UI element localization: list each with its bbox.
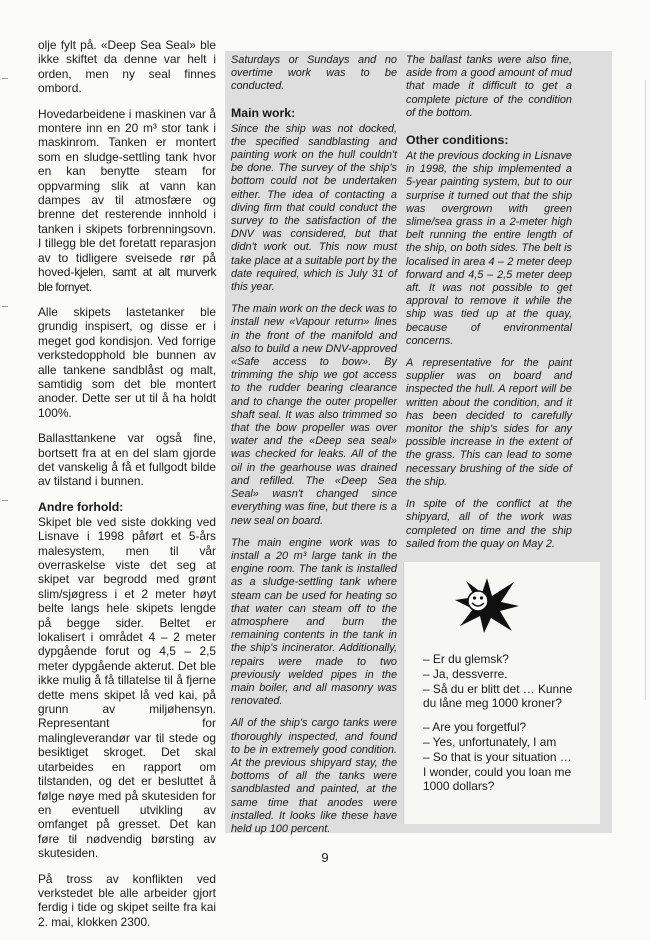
paragraph: All of the ship's cargo tanks were thoroughly inspected, and found to be in extremely good condition. At the previous shipyard stay, the bottoms of all the tanks were sandblasted and painted, at the same time that anodes were installed. It looks like these have held up 100 percent.	[231, 717, 397, 835]
section-heading: Other conditions:	[406, 133, 509, 148]
joke-line-no: – Er du glemsk?	[423, 652, 509, 666]
english-column-left	[231, 54, 397, 845]
paragraph-text-condensed: kjelen, samt at alt murverk ble fornyet.	[38, 265, 216, 294]
paragraph: Since the ship was not docked, the specified sandblasting and painting work on the hull couldn't be done. The survey of the ship's bottom could not be undertaken either. The idea of contacting a diving firm that could conduct the survey to the satisfaction of the DNV was considered, but that didn't work out. This now must take place at a suitable port by the date required, which is July 31 of this year.	[231, 122, 397, 294]
margin-mark	[2, 306, 8, 307]
joke-line-en: I wonder, could you loan me	[423, 764, 572, 779]
section-heading: Andre forhold:	[38, 499, 124, 514]
page-edge-rule	[645, 80, 646, 700]
page-number: 9	[321, 850, 329, 865]
paragraph: Saturdays or Sundays and no overtime work was to be conducted.	[231, 54, 397, 93]
norwegian-column	[38, 38, 216, 940]
margin-mark	[2, 500, 8, 501]
section-heading: Main work:	[231, 105, 296, 120]
joke-line-no: du låne meg 1000 kroner?	[423, 696, 562, 711]
paragraph: In spite of the conflict at the shipyard, all of the work was completed on time and the ship sailed from the quay on May 2.	[406, 498, 572, 550]
paragraph: At the previous docking in Lisnave in 1998, the ship implemented a 5-year painting system, but to our surprise it turned out that the ship was overgrown with green slime/sea grass in a 2-meter high belt running the entire length of the ship, on both sides. The belt is localised in area 4 – 2 meter deep forward and 4,5 – 2,5 meter deep aft. It was not possible to get approval to remove it while the ship was tied up at the quay, because of environmental concerns.	[406, 150, 572, 347]
paragraph: A representative for the paint supplier was on board and inspected the hull. A report will be written about the condition, and it has been decided to carefully monitor the ship's sides for any possible increase in the extent of the grass. This can lead to some necessary brushing of the side of the ship.	[406, 357, 572, 488]
joke-line-no: – Så du er blitt det … Kunne	[423, 681, 573, 696]
paragraph: The main work on the deck was to install new «Vapour return» lines in the front of the manifold and also to build a new DNV-approved «Safe access to bow». By trimming the ship we got access to the rudder bearing clearance and to change the outer propeller shaft seal. It was also trimmed so that the bow propeller was over water and the «Deep sea seal» was checked for leaks. All of the oil in the gearhouse was drained and refilled. The «Deep Sea Seal» wasn't changed since everything was fine, but there is a new seal on board.	[231, 303, 397, 527]
smiley-star-icon	[454, 576, 520, 634]
paragraph	[38, 107, 216, 294]
paragraph: olje fylt på. «Deep Sea Seal» ble ikke skiftet da denne var helt i orden, men ny seal finnes ombord.	[38, 38, 216, 96]
joke-box	[403, 562, 600, 824]
paragraph: Skipet ble ved siste dokking ved Lisnave i 1998 påført et 5-års malesystem, men til vår overraskelse viste det seg at skipet var begrodd med grønt slim/sjøgress i et 2 meter høyt belte langs hele skipets lengde på begge sider. Beltet er lokalisert i området 4 – 2 meter dypgående forut og 4,5 – 2,5 meter dypgående akterut. Det ble ikke mulig å få tillatelse til å fjerne dette mens skipet lå ved kai, på grunn av miljøhensyn. Representant for malingleverandør var til stede og besiktiget skroget. Det skal utarbeides en rapport om tilstanden, og det er besluttet å følge nøye med på skutesiden for en eventuell utvikling av omfanget på gresset. Det kan føre til nødvendig børsting av skutesiden.	[38, 514, 216, 861]
paragraph: På tross av konflikten ved verkstedet ble alle arbeider gjort ferdig i tide og skipet seilte fra kai 2. mai, klokken 2300.	[38, 871, 216, 929]
paragraph: The ballast tanks were also fine, aside from a good amount of mud that made it difficult to get a complete picture of the condition of the bottom.	[406, 54, 572, 119]
margin-mark	[2, 78, 8, 79]
paragraph-text: Hovedarbeidene i maskinen var å montere inn en 20 m³ stor tank i maskinrom. Tanken er montert som en sludge-settling tank hvor en kan benytte steam for oppvarming slik at vann kan dampes av til atmosfære og brenne det resterende innhold i tanken i skipets forbrenningsovn. I tillegg ble det foretatt reparasjon av to tidligere sveisede rør på hoved-	[38, 106, 216, 280]
joke-line-en: 1000 dollars?	[423, 779, 495, 794]
joke-text	[423, 652, 595, 794]
joke-line-en: – Yes, unfortunately, I am	[423, 734, 557, 749]
paragraph: Alle skipets lastetanker ble grundig inspisert, og disse er i meget god kondisjon. Ved forrige verkstedopphold ble bunnen av alle tankene sandblåst og malt, samtidig som det ble montert anoder. Dette ser ut til å ha holdt 100%.	[38, 304, 216, 420]
english-column-right	[406, 54, 572, 560]
paragraph: Ballasttankene var også fine, bortsett fra at en del slam gjorde det vanskelig å få et fullgodt bilde av tilstand i bunnen.	[38, 431, 216, 489]
joke-line-no: – Ja, dessverre.	[423, 666, 508, 681]
joke-line-en: – So that is your situation …	[423, 749, 572, 764]
joke-line-en: – Are you forgetful?	[423, 720, 527, 735]
paragraph: The main engine work was to install a 20 m³ large tank in the engine room. The tank is installed as a sludge-settling tank where steam can be used for heating so that water can steam off to the atmosphere and burn the remaining contents in the tank in the ship's incinerator. Additionally, repairs were made to two previously welded pipes in the main boiler, and all masonry was renovated.	[231, 536, 397, 708]
